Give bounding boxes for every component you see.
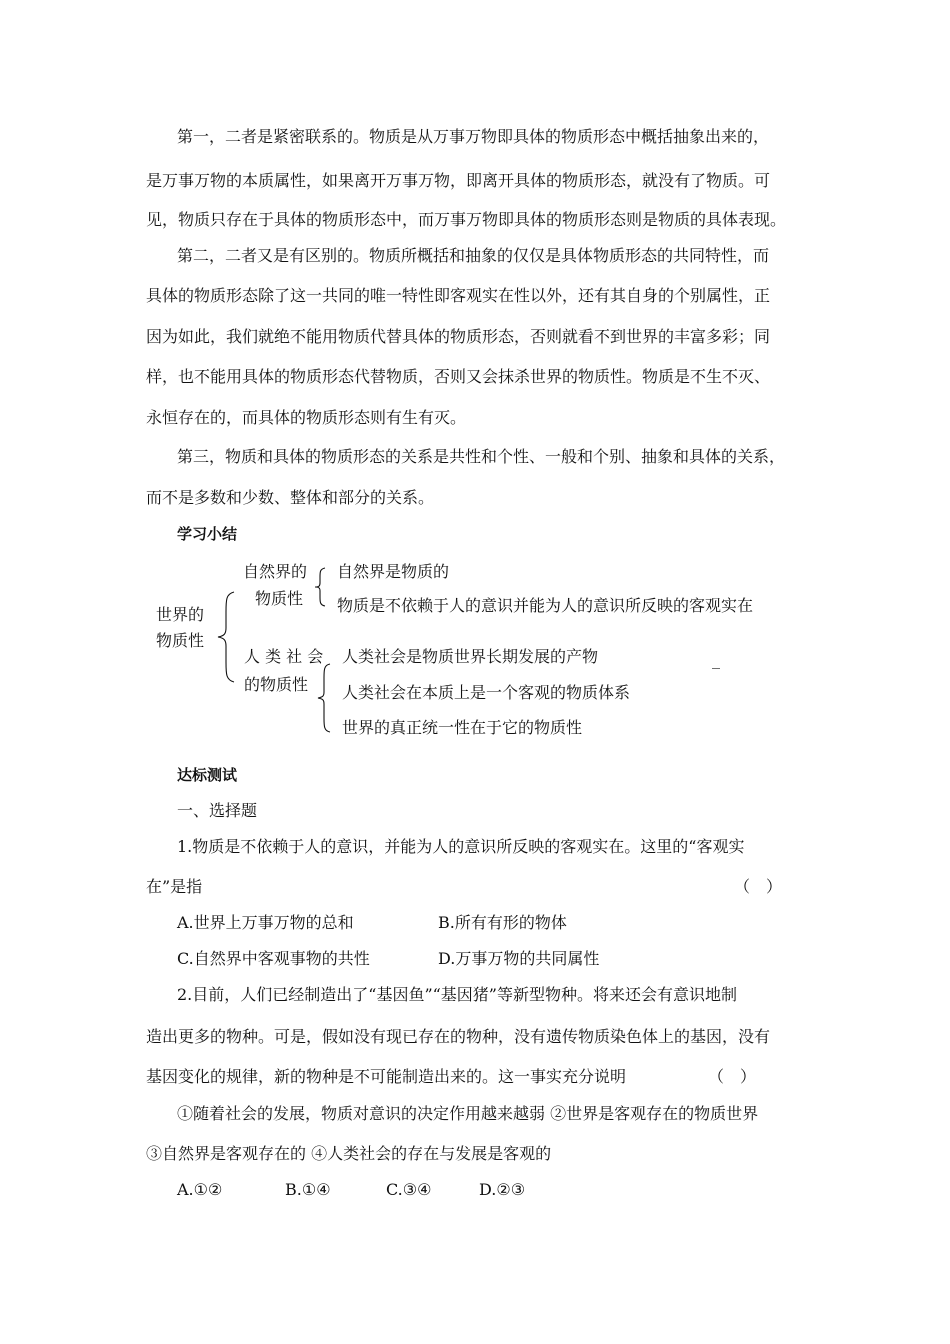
dash-mark: _ — [712, 650, 720, 669]
paragraph-line: 永恒存在的，而具体的物质形态则有生有灭。 — [146, 408, 467, 427]
option-d: D.万事万物的共同属性 — [438, 949, 600, 968]
paragraph-line: 是万事万物的本质属性，如果离开万事万物，即离开具体的物质形态，就没有了物质。可 — [146, 171, 771, 190]
question-2-line: 造出更多的物种。可是，假如没有现已存在的物种，没有遗传物质染色体上的基因，没有 — [146, 1027, 771, 1046]
nature-label: 物质性 — [255, 589, 304, 608]
question-1-line: 1.物质是不依赖于人的意识，并能为人的意识所反映的客观实在。这里的“客观实 — [177, 837, 745, 856]
summary-root-label: 世界的 — [156, 605, 205, 624]
paragraph-line: 第三，物质和具体的物质形态的关系是共性和个性、一般和个别、抽象和具体的关系， — [177, 447, 786, 466]
paragraph-line: 样，也不能用具体的物质形态代替物质，否则又会抹杀世界的物质性。物质是不生不灭、 — [146, 367, 771, 386]
nature-item: 自然界是物质的 — [337, 562, 450, 581]
paragraph-line: 见，物质只存在于具体的物质形态中，而万事万物即具体的物质形态则是物质的具体表现。 — [146, 210, 787, 229]
answer-paren: （ ） — [708, 1067, 757, 1086]
society-item: 世界的真正统一性在于它的物质性 — [342, 718, 583, 737]
answer-paren: （ ） — [734, 877, 783, 896]
paragraph-line: 而不是多数和少数、整体和部分的关系。 — [146, 488, 435, 507]
big-brace-icon — [212, 590, 242, 684]
nature-label: 自然界的 — [243, 562, 308, 581]
option-c: C.自然界中客观事物的共性 — [177, 949, 370, 968]
society-label: 人 类 社 会 — [244, 647, 324, 666]
option-b: B.所有有形的物体 — [438, 913, 567, 932]
statement-line: ①随着社会的发展，物质对意识的决定作用越来越弱 ②世界是客观存在的物质世界 — [177, 1104, 759, 1123]
society-item: 人类社会是物质世界长期发展的产物 — [342, 647, 599, 666]
paragraph-line: 因为如此，我们就绝不能用物质代替具体的物质形态，否则就看不到世界的丰富多彩；同 — [146, 327, 771, 346]
statement-line: ③自然界是客观存在的 ④人类社会的存在与发展是客观的 — [146, 1144, 552, 1163]
option-b: B.①④ — [285, 1180, 331, 1199]
option-a: A.世界上万事万物的总和 — [177, 913, 354, 932]
summary-root-label: 物质性 — [156, 631, 205, 650]
question-2-line: 2.目前，人们已经制造出了“基因鱼”“基因猪”等新型物种。将来还会有意识地制 — [177, 985, 737, 1004]
nature-brace-icon — [311, 566, 329, 608]
option-c: C.③④ — [386, 1180, 432, 1199]
test-heading: 达标测试 — [177, 766, 238, 784]
section-title: 一、选择题 — [177, 801, 258, 820]
society-brace-icon — [313, 662, 335, 734]
summary-heading: 学习小结 — [177, 525, 238, 543]
option-d: D.②③ — [479, 1180, 526, 1199]
society-label: 的物质性 — [244, 675, 309, 694]
paragraph-line: 第一，二者是紧密联系的。物质是从万事万物即具体的物质形态中概括抽象出来的， — [177, 127, 770, 146]
nature-item: 物质是不依赖于人的意识并能为人的意识所反映的客观实在 — [337, 596, 754, 615]
society-item: 人类社会在本质上是一个客观的物质体系 — [342, 683, 631, 702]
paragraph-line: 第二，二者又是有区别的。物质所概括和抽象的仅仅是具体物质形态的共同特性，而 — [177, 246, 770, 265]
paragraph-line: 具体的物质形态除了这一共同的唯一特性即客观实在性以外，还有其自身的个别属性，正 — [146, 286, 771, 305]
question-1-line: 在”是指 — [146, 877, 203, 896]
question-2-line: 基因变化的规律，新的物种是不可能制造出来的。这一事实充分说明 — [146, 1067, 627, 1086]
option-a: A.①② — [177, 1180, 223, 1199]
